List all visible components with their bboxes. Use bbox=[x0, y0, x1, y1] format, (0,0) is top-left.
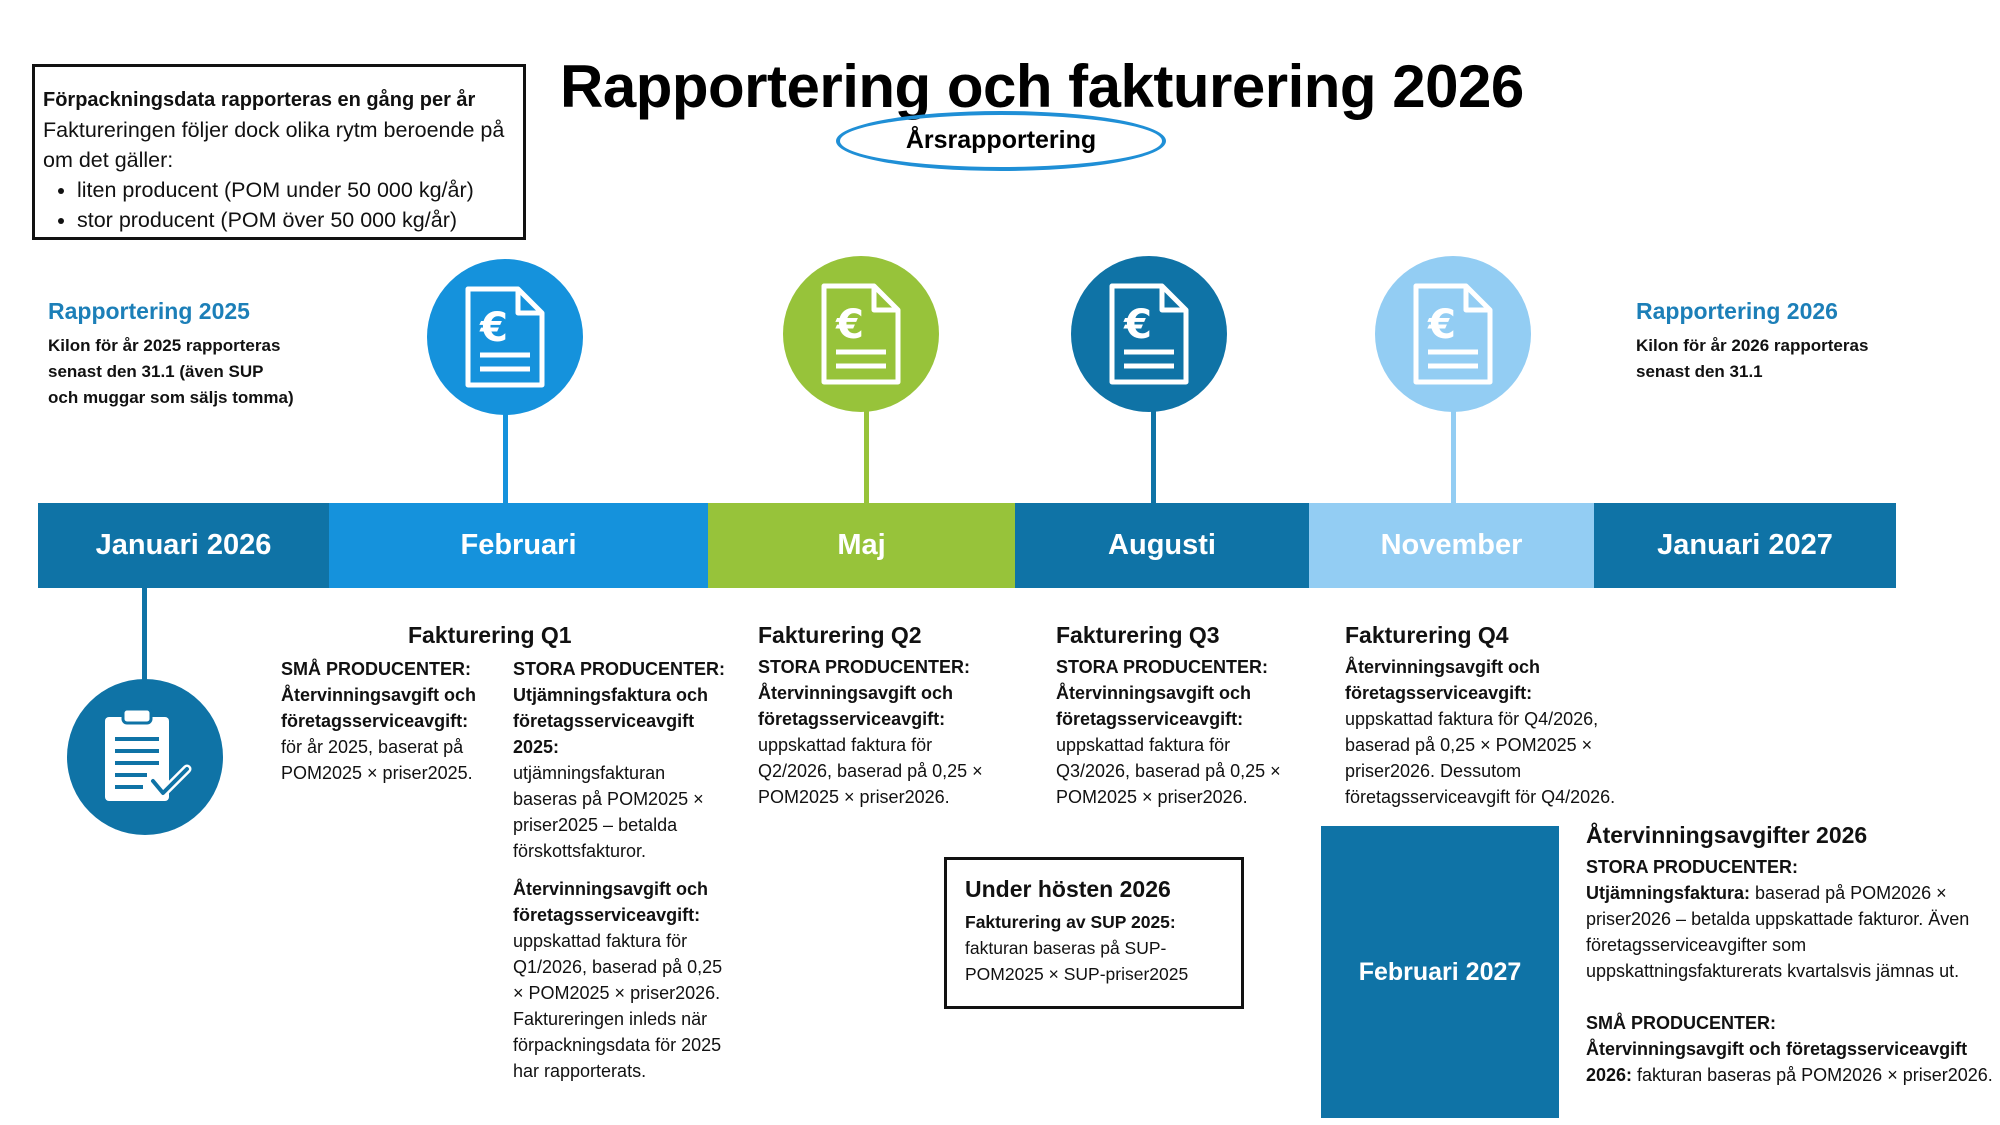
invoice-euro-icon bbox=[783, 256, 939, 412]
timeline-january-2026: Januari 2026 bbox=[38, 503, 329, 588]
text: utjämningsfakturan baseras på POM2025 × priser2025 – betalda förskottsfakturor. bbox=[513, 763, 704, 861]
label: Återvinningsavgift och företagsserviceavgift: bbox=[1345, 657, 1541, 703]
label: STORA PRODUCENTER: bbox=[1586, 857, 1799, 877]
autumn-heading: Under hösten 2026 bbox=[965, 876, 1171, 902]
svg-text:€: € bbox=[1428, 302, 1456, 348]
label: Återvinningsavgift och företagsserviceavgift: bbox=[1056, 683, 1252, 729]
text: för år 2025, baserat på POM2025 × priser2025. bbox=[281, 737, 473, 783]
timeline-august: Augusti bbox=[1015, 503, 1309, 588]
stem-november bbox=[1451, 400, 1456, 505]
timeline-may: Maj bbox=[708, 503, 1015, 588]
info-box bbox=[32, 64, 526, 240]
q2-block bbox=[758, 620, 998, 810]
label: STORA PRODUCENTER: bbox=[513, 659, 726, 679]
february-2027-block: Februari 2027 bbox=[1321, 826, 1559, 1118]
q1-small-producers bbox=[281, 656, 491, 786]
q1-large-producers bbox=[513, 656, 733, 1084]
text: uppskattad faktura för Q4/2026, baserad på 0,25 × POM2025 × priser2026. Dessutom företagsserviceavgift för Q4/2026. bbox=[1345, 709, 1616, 807]
invoice-euro-icon bbox=[1071, 256, 1227, 412]
info-box-text: Faktureringen följer dock olika rytm beroende på om det gäller: bbox=[43, 118, 505, 172]
svg-text:€: € bbox=[836, 302, 864, 348]
stem-january bbox=[142, 588, 147, 688]
stem-august bbox=[1151, 400, 1156, 505]
report-2026-text: Kilon för år 2026 rapporteras senast den 31.1 bbox=[1636, 336, 1869, 381]
text: fakturan baseras på SUP-POM2025 × SUP-priser2025 bbox=[965, 938, 1189, 984]
q4-block bbox=[1345, 620, 1645, 810]
recycling-fees-2026 bbox=[1586, 820, 1996, 1088]
q4-heading: Fakturering Q4 bbox=[1345, 622, 1509, 648]
annual-report-label: Årsrapportering bbox=[905, 126, 1097, 154]
stem-may bbox=[864, 400, 869, 505]
info-box-heading: Förpackningsdata rapporteras en gång per år bbox=[43, 89, 476, 111]
label: STORA PRODUCENTER: bbox=[1056, 657, 1269, 677]
svg-text:€: € bbox=[480, 305, 508, 351]
list-item: • liten producent (POM under 50 000 kg/år) bbox=[77, 175, 523, 205]
label: Återvinningsavgift och företagsserviceavgift: bbox=[758, 683, 954, 729]
label: Fakturering av SUP 2025: bbox=[965, 912, 1176, 932]
stem-february bbox=[503, 400, 508, 505]
label: SMÅ PRODUCENTER: bbox=[281, 659, 472, 679]
label: STORA PRODUCENTER: bbox=[758, 657, 971, 677]
report-2026-heading: Rapportering 2026 bbox=[1636, 298, 1838, 324]
timeline-november: November bbox=[1309, 503, 1594, 588]
clipboard-check-icon bbox=[67, 679, 223, 835]
label: Utjämningsfaktura och företagsserviceavgift 2025: bbox=[513, 685, 709, 757]
report-2025-block bbox=[48, 298, 298, 411]
text: fakturan baseras på POM2026 × priser2026. bbox=[1632, 1065, 1993, 1085]
list-item: • stor producent (POM över 50 000 kg/år) bbox=[77, 205, 523, 235]
label: Återvinningsavgift och företagsserviceavgift: bbox=[281, 685, 477, 731]
text: baserad på POM2026 × priser2026 – betalda uppskattade fakturor. Även företagsserviceavgifter som uppskattningsfakturerats kvartalsvis jämnas ut. bbox=[1586, 883, 1970, 981]
timeline-january-2027: Januari 2027 bbox=[1594, 503, 1896, 588]
q3-block bbox=[1056, 620, 1296, 810]
invoice-euro-icon bbox=[427, 259, 583, 415]
report-2025-heading: Rapportering 2025 bbox=[48, 298, 250, 324]
q2-heading: Fakturering Q2 bbox=[758, 622, 922, 648]
autumn-box bbox=[944, 857, 1244, 1009]
page-title: Rapportering och fakturering 2026 bbox=[560, 53, 1524, 120]
timeline-february: Februari bbox=[329, 503, 708, 588]
report-2026-block bbox=[1636, 298, 1886, 385]
report-2025-text: Kilon för år 2025 rapporteras senast den 31.1 (även SUP och muggar som säljs tomma) bbox=[48, 336, 294, 407]
q1-heading: Fakturering Q1 bbox=[408, 622, 572, 648]
recycling-fees-heading: Återvinningsavgifter 2026 bbox=[1586, 822, 1868, 848]
text: uppskattad faktura för Q1/2026, baserad på 0,25 × POM2025 × priser2026. Faktureringen inleds när förpackningsdata för 2025 har rapporterats. bbox=[513, 931, 723, 1081]
svg-text:€: € bbox=[1124, 302, 1152, 348]
text: uppskattad faktura för Q2/2026, baserad på 0,25 × POM2025 × priser2026. bbox=[758, 735, 983, 807]
label: Återvinningsavgift och företagsserviceavgift: bbox=[513, 879, 709, 925]
label: Utjämningsfaktura: bbox=[1586, 883, 1751, 903]
label: Återvinningsavgift och företagsserviceavgift 2026: bbox=[1586, 1039, 1968, 1085]
invoice-euro-icon bbox=[1375, 256, 1531, 412]
text: uppskattad faktura för Q3/2026, baserad på 0,25 × POM2025 × priser2026. bbox=[1056, 735, 1281, 807]
q3-heading: Fakturering Q3 bbox=[1056, 622, 1220, 648]
producer-size-list bbox=[43, 175, 523, 235]
label: SMÅ PRODUCENTER: bbox=[1586, 1013, 1777, 1033]
